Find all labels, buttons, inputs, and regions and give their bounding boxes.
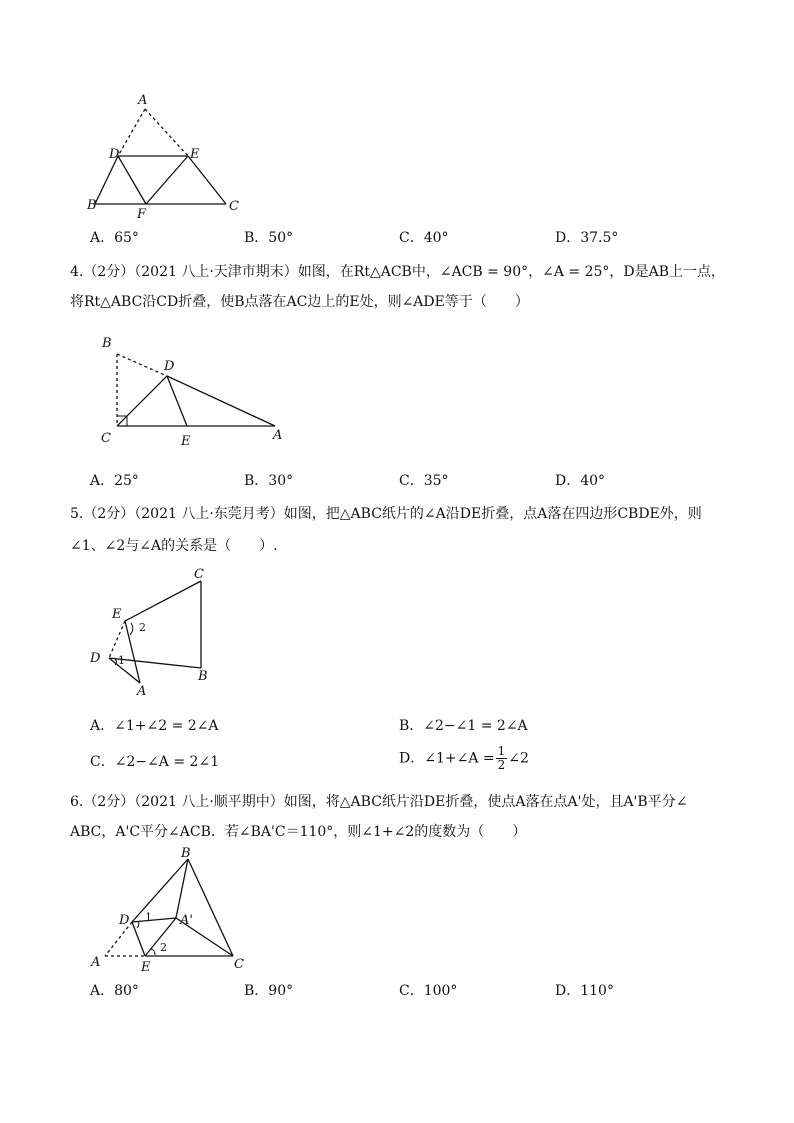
q3-label-f: F <box>137 207 147 222</box>
q5-label-d: D <box>90 651 101 666</box>
q5-fraction-numerator: 1 <box>497 744 506 758</box>
q6-label-a: A <box>91 955 101 970</box>
q3-option-c: C．40° <box>399 230 449 246</box>
q3-label-d: D <box>109 147 120 162</box>
q5-label-c: C <box>194 567 204 582</box>
q6-angle-1: 1 <box>145 911 152 924</box>
q4-label-c: C <box>101 431 111 446</box>
q5-option-a: A．∠1+∠2 = 2∠A <box>90 718 219 734</box>
q5-option-d-prefix: D．∠1+∠A = <box>399 750 495 767</box>
q5-option-c: C．∠2−∠A = 2∠1 <box>90 754 220 770</box>
q5-stem-line2: ∠1、∠2与∠A的关系是（ ）. <box>70 538 278 554</box>
q3-option-b: B．50° <box>244 230 294 246</box>
q6-label-c: C <box>234 957 244 972</box>
q5-option-d <box>399 745 529 772</box>
q4-label-e: E <box>181 434 191 449</box>
q4-stem-line2: 将Rt△ABC沿CD折叠，使B点落在AC边上的E处，则∠ADE等于（ ） <box>70 294 529 310</box>
q6-option-c: C．100° <box>399 983 458 999</box>
q6-label-e: E <box>141 960 151 975</box>
q5-figure <box>85 563 225 698</box>
q5-angle-2: 2 <box>139 621 146 634</box>
q6-stem-line2: ABC，A'C平分∠ACB．若∠BA'C＝110°，则∠1+∠2的度数为（ ） <box>70 824 527 840</box>
q4-option-c: C．35° <box>399 473 449 489</box>
q5-option-d-suffix: ∠2 <box>508 750 529 767</box>
q3-option-d: D．37.5° <box>555 230 619 246</box>
q3-label-c: C <box>229 199 239 214</box>
q6-label-d: D <box>119 913 130 928</box>
q3-figure <box>85 92 245 222</box>
q5-fraction-denominator: 2 <box>497 758 506 772</box>
q6-angle-2: 2 <box>160 941 167 954</box>
q6-label-a-prime: A' <box>180 913 193 928</box>
q4-stem-line1: 4.（2分）（2021 八上·天津市期末）如图，在Rt△ACB中，∠ACB = 90°，∠A = 25°，D是AB上一点， <box>70 264 726 280</box>
q4-figure <box>95 330 295 450</box>
q5-angle-1: 1 <box>118 654 125 667</box>
q3-label-b: B <box>87 198 97 213</box>
q5-stem-line1: 5.（2分）（2021 八上·东莞月考）如图，把△ABC纸片的∠A沿DE折叠，点A落在四边形CBDE外，则 <box>70 506 702 522</box>
q6-option-b: B．90° <box>244 983 294 999</box>
q5-option-d-fraction <box>496 745 508 772</box>
q4-option-b: B．30° <box>244 473 294 489</box>
q5-label-b: B <box>198 669 208 684</box>
q3-label-e: E <box>190 147 200 162</box>
q3-option-a: A．65° <box>90 230 139 246</box>
q4-option-a: A．25° <box>90 473 139 489</box>
q6-option-d: D．110° <box>555 983 614 999</box>
q3-label-a: A <box>138 93 148 108</box>
q6-stem-line1: 6.（2分）（2021 八上·顺平期中）如图，将△ABC纸片沿DE折叠，使点A落在点A'处，且A'B平分∠ <box>70 794 688 810</box>
q5-label-e: E <box>112 607 122 622</box>
q6-option-a: A．80° <box>90 983 139 999</box>
q6-figure <box>85 845 255 975</box>
q6-label-b: B <box>181 846 191 861</box>
q4-label-b: B <box>102 336 112 351</box>
q4-label-a: A <box>273 428 283 443</box>
q5-option-b: B．∠2−∠1 = 2∠A <box>399 718 528 734</box>
q4-option-d: D．40° <box>555 473 606 489</box>
q4-label-d: D <box>164 359 175 374</box>
q5-label-a: A <box>137 684 147 699</box>
